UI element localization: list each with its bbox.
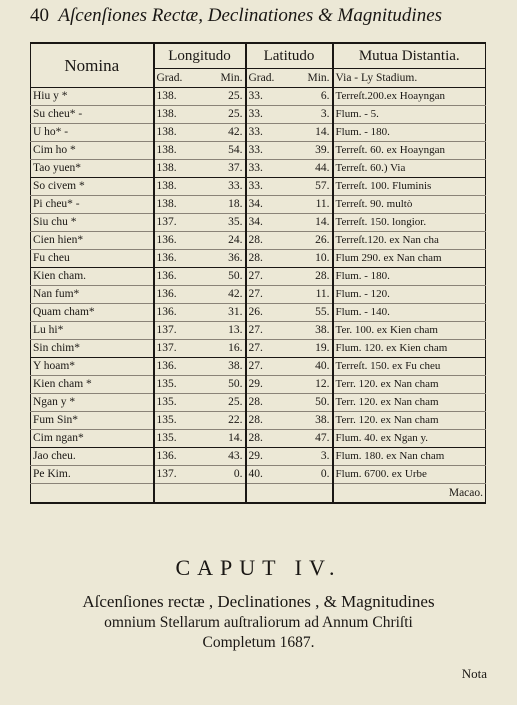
table-cell-name: Fum Sin* — [31, 412, 154, 430]
table-cell-long-min: 24. — [201, 232, 246, 250]
table-cell-long-min: 18. — [201, 196, 246, 214]
table-cell-long-grad: 136. — [154, 286, 201, 304]
table-cell-lat-min: 38. — [293, 322, 333, 340]
table-row — [31, 142, 486, 160]
table-cell-long-min: 35. — [201, 214, 246, 232]
table-row — [31, 466, 486, 484]
table-cell-long-min: 31. — [201, 304, 246, 322]
table-cell-long-grad: 136. — [154, 358, 201, 376]
table-row — [31, 214, 486, 232]
table-row — [31, 376, 486, 394]
table-cell-long-min: 50. — [201, 268, 246, 286]
table-cell-long-min: 13. — [201, 322, 246, 340]
table-cell-lat-min: 19. — [293, 340, 333, 358]
table-cell-via: Flum. 6700. ex Urbe — [333, 466, 486, 484]
table-row — [31, 268, 486, 286]
table-cell-name: Cim ho * — [31, 142, 154, 160]
table-row — [31, 286, 486, 304]
table-cell-name: Sin chim* — [31, 340, 154, 358]
chapter-heading: CAPUT IV. — [175, 555, 342, 580]
table-row — [31, 448, 486, 466]
table-cell-name: Su cheu* - — [31, 106, 154, 124]
table-cell-name: Lu hi* — [31, 322, 154, 340]
header-longitudo: Longitudo — [154, 43, 246, 69]
table-cell-continuation: Macao. — [333, 484, 486, 504]
header-nomina: Nomina — [31, 43, 154, 88]
table-row — [31, 394, 486, 412]
table-cell-name: Nan fum* — [31, 286, 154, 304]
table-cell-via: Terr. 120. ex Nan cham — [333, 376, 486, 394]
table-cell-lat-grad: 28. — [246, 394, 293, 412]
table-cell-long-grad: 137. — [154, 340, 201, 358]
table-cell-long-min: 25. — [201, 106, 246, 124]
table-cell-lat-min: 50. — [293, 394, 333, 412]
table-cell-long-min: 0. — [201, 466, 246, 484]
table-cell-via: Flum. - 180. — [333, 268, 486, 286]
table-cell-name: Pi cheu* - — [31, 196, 154, 214]
table-cell-long-grad: 135. — [154, 412, 201, 430]
table-cell-via: Terreſt. 60.) Via — [333, 160, 486, 178]
table-cell-via: Flum. - 120. — [333, 286, 486, 304]
table-cell-long-grad: 138. — [154, 196, 201, 214]
table-cell-lat-min: 26. — [293, 232, 333, 250]
table-cell-lat-min: 14. — [293, 214, 333, 232]
table-cell-lat-grad: 34. — [246, 196, 293, 214]
table-cell-lat-grad: 33. — [246, 142, 293, 160]
table-cell-via: Flum. - 5. — [333, 106, 486, 124]
table-cell-lat-min: 12. — [293, 376, 333, 394]
table-cell-lat-grad: 28. — [246, 232, 293, 250]
table-cell-empty — [201, 484, 246, 504]
table-cell-long-min: 42. — [201, 124, 246, 142]
table-cell-lat-grad: 26. — [246, 304, 293, 322]
table-cell-lat-grad: 28. — [246, 250, 293, 268]
table-row — [31, 358, 486, 376]
table-cell-via: Terreſt. 150. ex Fu cheu — [333, 358, 486, 376]
table-row — [31, 124, 486, 142]
table-cell-lat-grad: 27. — [246, 358, 293, 376]
table-cell-lat-grad: 33. — [246, 160, 293, 178]
table-cell-long-grad: 138. — [154, 160, 201, 178]
table-cell-lat-min: 44. — [293, 160, 333, 178]
table-cell-via: Flum. 40. ex Ngan y. — [333, 430, 486, 448]
table-cell-long-grad: 138. — [154, 142, 201, 160]
table-cell-long-min: 36. — [201, 250, 246, 268]
table-row — [31, 178, 486, 196]
table-cell-name: Hiu y * — [31, 88, 154, 106]
table-row — [31, 106, 486, 124]
table-cell-lat-min: 55. — [293, 304, 333, 322]
table-cell-via: Terreſt.200.ex Hoayngan — [333, 88, 486, 106]
table-cell-long-min: 33. — [201, 178, 246, 196]
table-cell-long-grad: 136. — [154, 448, 201, 466]
table-cell-via: Terr. 120. ex Nan cham — [333, 394, 486, 412]
chapter-subtitle-line-3: Completum 1687. — [202, 634, 315, 651]
table-cell-long-min: 22. — [201, 412, 246, 430]
table-cell-lat-min: 6. — [293, 88, 333, 106]
table-row — [31, 250, 486, 268]
table-cell-empty — [293, 484, 333, 504]
table-cell-empty — [246, 484, 293, 504]
table-cell-lat-min: 39. — [293, 142, 333, 160]
table-cell-lat-min: 10. — [293, 250, 333, 268]
table-cell-lat-grad: 27. — [246, 286, 293, 304]
table-cell-lat-min: 3. — [293, 448, 333, 466]
table-cell-long-grad: 137. — [154, 322, 201, 340]
table-row — [31, 88, 486, 106]
chapter-subtitle-line-2: omnium Stellarum auſtraliorum ad Annum Chriſti — [104, 614, 413, 631]
table-cell-via: Terreſt. 90. multò — [333, 196, 486, 214]
table-cell-long-grad: 138. — [154, 88, 201, 106]
table-cell-long-grad: 135. — [154, 394, 201, 412]
table-cell-name: Fu cheu — [31, 250, 154, 268]
header-min-lat: Min. — [293, 69, 333, 88]
star-table — [30, 42, 486, 504]
table-cell-lat-min: 11. — [293, 286, 333, 304]
table-cell-long-grad: 135. — [154, 376, 201, 394]
table-cell-long-grad: 138. — [154, 124, 201, 142]
table-cell-long-grad: 137. — [154, 466, 201, 484]
table-cell-lat-grad: 27. — [246, 322, 293, 340]
table-cell-via: Flum 290. ex Nan cham — [333, 250, 486, 268]
table-cell-long-grad: 136. — [154, 304, 201, 322]
table-cell-name: U ho* - — [31, 124, 154, 142]
table-cell-via: Flum. - 140. — [333, 304, 486, 322]
table-cell-name: Quam cham* — [31, 304, 154, 322]
table-cell-long-min: 38. — [201, 358, 246, 376]
table-cell-long-grad: 136. — [154, 250, 201, 268]
table-cell-long-min: 25. — [201, 88, 246, 106]
table-cell-long-min: 50. — [201, 376, 246, 394]
table-cell-via: Terr. 120. ex Nan cham — [333, 412, 486, 430]
page-number: 40 — [30, 5, 49, 26]
header-min: Min. — [201, 69, 246, 88]
table-body — [31, 88, 486, 504]
table-row — [31, 412, 486, 430]
table-cell-via: Terreſt.120. ex Nan cha — [333, 232, 486, 250]
table-cell-lat-grad: 29. — [246, 448, 293, 466]
table-cell-name: Kien cham. — [31, 268, 154, 286]
table-cell-long-min: 42. — [201, 286, 246, 304]
table-cell-via: Flum. - 180. — [333, 124, 486, 142]
table-cell-lat-min: 57. — [293, 178, 333, 196]
table-cell-lat-min: 38. — [293, 412, 333, 430]
table-cell-long-min: 25. — [201, 394, 246, 412]
table-cell-lat-grad: 33. — [246, 88, 293, 106]
table-cell-lat-grad: 33. — [246, 106, 293, 124]
table-cell-lat-grad: 27. — [246, 340, 293, 358]
table-row — [31, 160, 486, 178]
running-title: Aſcenſiones Rectæ, Declinationes & Magnitudines — [58, 5, 443, 26]
table-cell-name: Tao yuen* — [31, 160, 154, 178]
table-cell-name: So civem * — [31, 178, 154, 196]
table-cell-name: Kien cham * — [31, 376, 154, 394]
table-cell-empty — [31, 484, 154, 504]
table-row — [31, 232, 486, 250]
table-row — [31, 196, 486, 214]
table-cell-lat-min: 11. — [293, 196, 333, 214]
table-row — [31, 430, 486, 448]
table-cell-long-grad: 138. — [154, 106, 201, 124]
table-cell-name: Cim ngan* — [31, 430, 154, 448]
table-cell-long-grad: 136. — [154, 268, 201, 286]
table-cell-long-min: 43. — [201, 448, 246, 466]
table-cell-lat-grad: 40. — [246, 466, 293, 484]
table-cell-name: Jao cheu. — [31, 448, 154, 466]
table-cell-long-min: 14. — [201, 430, 246, 448]
table-row — [31, 322, 486, 340]
table-cell-lat-grad: 29. — [246, 376, 293, 394]
table-cell-name: Siu chu * — [31, 214, 154, 232]
table-cell-name: Pe Kim. — [31, 466, 154, 484]
table-cell-long-grad: 136. — [154, 232, 201, 250]
table-cell-lat-min: 47. — [293, 430, 333, 448]
table-cell-via: Flum. 120. ex Kien cham — [333, 340, 486, 358]
table-cell-lat-min: 14. — [293, 124, 333, 142]
table-cell-long-min: 37. — [201, 160, 246, 178]
table-cell-via: Terreſt. 100. Fluminis — [333, 178, 486, 196]
table-row — [31, 340, 486, 358]
table-cell-lat-min: 3. — [293, 106, 333, 124]
table-cell-long-grad: 137. — [154, 214, 201, 232]
chapter-subtitle-line-1: Aſcenſiones rectæ , Declinationes , & Magnitudines — [82, 592, 435, 611]
header-distantia: Mutua Distantia. — [333, 43, 486, 69]
table-cell-name: Y hoam* — [31, 358, 154, 376]
table-cell-lat-grad: 28. — [246, 412, 293, 430]
table-cell-via: Ter. 100. ex Kien cham — [333, 322, 486, 340]
table-cell-lat-min: 28. — [293, 268, 333, 286]
running-head — [30, 4, 500, 28]
table-cell-name: Ngan y * — [31, 394, 154, 412]
table-cell-lat-grad: 33. — [246, 178, 293, 196]
header-grad: Grad. — [154, 69, 201, 88]
table-cell-lat-grad: 27. — [246, 268, 293, 286]
table-row — [31, 304, 486, 322]
table-cell-lat-grad: 34. — [246, 214, 293, 232]
table-row-continuation — [31, 484, 486, 504]
header-latitudo: Latitudo — [246, 43, 333, 69]
table-cell-empty — [154, 484, 201, 504]
table-cell-via: Terreſt. 150. longior. — [333, 214, 486, 232]
table-cell-via: Flum. 180. ex Nan cham — [333, 448, 486, 466]
table-cell-lat-grad: 33. — [246, 124, 293, 142]
table-cell-long-min: 16. — [201, 340, 246, 358]
table-cell-lat-min: 0. — [293, 466, 333, 484]
table-cell-via: Terreſt. 60. ex Hoayngan — [333, 142, 486, 160]
table-cell-lat-grad: 28. — [246, 430, 293, 448]
table-cell-name: Cien hien* — [31, 232, 154, 250]
table-cell-long-grad: 138. — [154, 178, 201, 196]
table-cell-long-min: 54. — [201, 142, 246, 160]
catchword: Nota — [461, 666, 487, 681]
header-via: Via - Ly Stadium. — [333, 69, 486, 88]
table-cell-long-grad: 135. — [154, 430, 201, 448]
header-grad-lat: Grad. — [246, 69, 293, 88]
table-cell-lat-min: 40. — [293, 358, 333, 376]
